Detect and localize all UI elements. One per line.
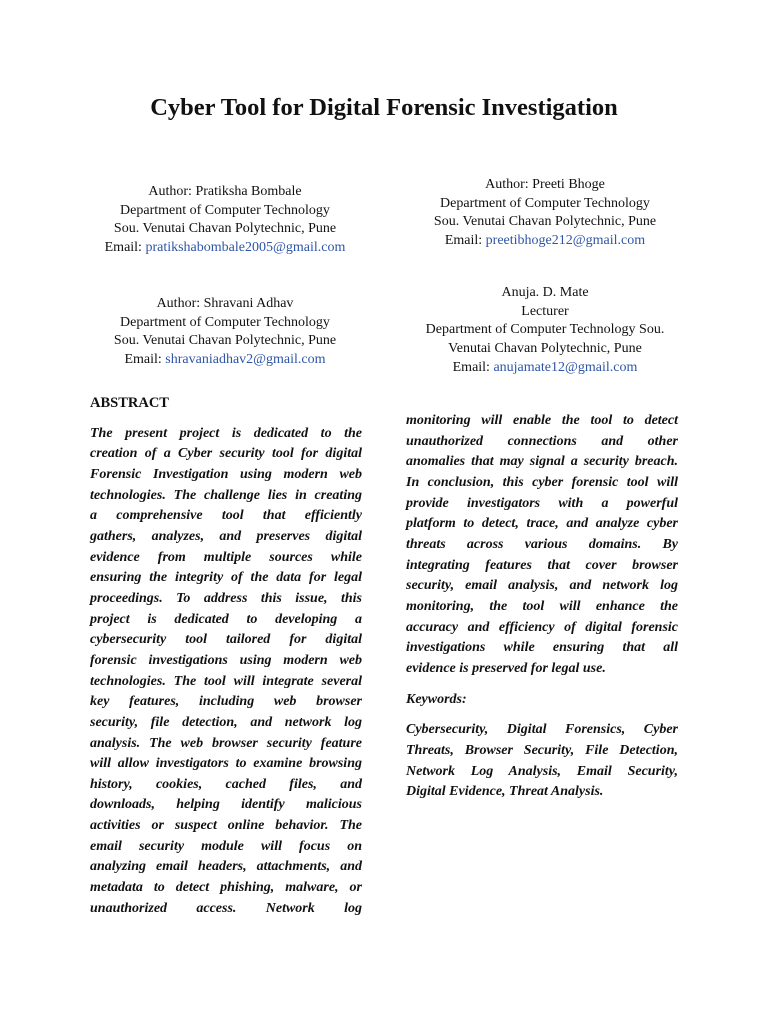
text-line: The present project is dedicated to the bbox=[90, 425, 362, 441]
keywords-label: Keywords: bbox=[406, 691, 467, 707]
author-email-line bbox=[88, 239, 362, 258]
text-line: investigations while ensuring that all bbox=[406, 640, 678, 656]
author-line: Author: Shravani Adhav bbox=[156, 296, 294, 311]
text-line: threats across various domains. By bbox=[406, 536, 678, 552]
text-line: metadata to detect phishing, malware, or bbox=[90, 880, 362, 896]
text-line: forensic investigations using modern web bbox=[90, 652, 362, 668]
text-line: ensuring the integrity of the data for legal bbox=[90, 570, 362, 586]
text-line: project is dedicated to developing a bbox=[90, 611, 362, 627]
paper-title: Cyber Tool for Digital Forensic Investigation bbox=[150, 94, 618, 121]
author-line: Department of Computer Technology bbox=[120, 314, 330, 330]
text-line: unauthorized connections and other bbox=[406, 433, 678, 449]
author-line: Sou. Venutai Chavan Polytechnic, Pune bbox=[113, 333, 337, 349]
text-line: Cybersecurity, Digital Forensics, Cyber bbox=[406, 722, 678, 738]
text-line: Threats, Browser Security, File Detection, bbox=[406, 742, 678, 758]
text-line: accuracy and efficiency of digital forensic bbox=[406, 619, 678, 635]
author-block-1 bbox=[88, 183, 362, 258]
text-line: monitoring will enable the tool to detect bbox=[406, 413, 678, 428]
text-line: gathers, analyzes, and preserves digital bbox=[90, 528, 362, 544]
text-line: Digital Evidence, Threat Analysis. bbox=[406, 784, 604, 800]
text-line: Network Log Analysis, Email Security, bbox=[406, 763, 678, 779]
text-line: anomalies that may signal a security breach. bbox=[406, 454, 678, 470]
author-block-4 bbox=[400, 284, 690, 378]
author-line: Department of Computer Technology bbox=[440, 195, 650, 211]
text-line: proceedings. To address this issue, this bbox=[90, 590, 362, 606]
email-label: Email: bbox=[124, 352, 166, 368]
text-line: provide investigators with a powerful bbox=[406, 495, 678, 511]
author-line: Author: Pratiksha Bombale bbox=[148, 184, 302, 199]
text-line: evidence is preserved for legal use. bbox=[406, 660, 606, 676]
email-link[interactable]: shravaniadhav2@gmail.com bbox=[165, 352, 326, 368]
email-label: Email: bbox=[104, 240, 146, 256]
author-line: Anuja. D. Mate bbox=[501, 285, 589, 300]
email-link[interactable]: preetibhoge212@gmail.com bbox=[485, 233, 646, 249]
author-line: Sou. Venutai Chavan Polytechnic, Pune bbox=[113, 221, 337, 237]
text-line: creation of a Cyber security tool for digital bbox=[90, 446, 362, 462]
author-line: Author: Preeti Bhoge bbox=[485, 177, 605, 192]
text-line: analysis. The web browser security feature bbox=[90, 735, 362, 751]
text-line: analyzing email headers, attachments, and bbox=[90, 859, 362, 875]
text-line: monitoring, the tool will enhance the bbox=[406, 598, 678, 614]
author-block-3 bbox=[88, 295, 362, 370]
text-line: security, file detection, and network log bbox=[90, 714, 362, 730]
author-line: Department of Computer Technology Sou. bbox=[425, 322, 665, 338]
text-line: security, email analysis, and network log bbox=[406, 578, 678, 594]
text-line: email security module will focus on bbox=[90, 838, 362, 854]
right-column bbox=[406, 411, 678, 803]
text-line: activities or suspect online behavior. The bbox=[90, 818, 362, 834]
text-line: unauthorized access. Network log bbox=[90, 900, 362, 916]
text-line: technologies. The tool will integrate several bbox=[90, 673, 362, 689]
text-line: technologies. The challenge lies in creating bbox=[90, 487, 362, 503]
email-link[interactable]: anujamate12@gmail.com bbox=[493, 359, 638, 375]
author-line: Department of Computer Technology bbox=[120, 202, 330, 218]
text-line: In conclusion, this cyber forensic tool will bbox=[406, 474, 678, 490]
email-link[interactable]: pratikshabombale2005@gmail.com bbox=[145, 240, 346, 256]
abstract-body-left bbox=[90, 424, 362, 920]
text-line: integrating features that cover browser bbox=[406, 557, 678, 573]
text-line: downloads, helping identify malicious bbox=[90, 797, 362, 813]
abstract-heading: ABSTRACT bbox=[90, 395, 169, 411]
author-block-2 bbox=[400, 176, 690, 251]
author-line: Sou. Venutai Chavan Polytechnic, Pune bbox=[433, 214, 657, 230]
text-line: Forensic Investigation using modern web bbox=[90, 466, 362, 482]
keywords-list bbox=[406, 720, 678, 803]
left-column bbox=[90, 393, 362, 919]
text-line: a comprehensive tool that efficiently bbox=[90, 508, 362, 524]
text-line: cybersecurity tool tailored for digital bbox=[90, 632, 362, 648]
author-line: Venutai Chavan Polytechnic, Pune bbox=[448, 341, 642, 357]
text-line: platform to detect, trace, and analyze cyber bbox=[406, 516, 678, 532]
email-label: Email: bbox=[452, 359, 494, 375]
text-line: will allow investigators to examine browsing bbox=[90, 756, 362, 772]
abstract-body-right bbox=[406, 411, 678, 680]
text-line: key features, including web browser bbox=[90, 694, 362, 710]
text-line: evidence from multiple sources while bbox=[90, 549, 362, 565]
author-line: Lecturer bbox=[521, 303, 569, 319]
author-email-line bbox=[400, 359, 690, 378]
email-label: Email: bbox=[444, 233, 486, 249]
author-email-line bbox=[88, 351, 362, 370]
text-line: history, cookies, cached files, and bbox=[90, 776, 362, 792]
author-email-line bbox=[400, 232, 690, 251]
